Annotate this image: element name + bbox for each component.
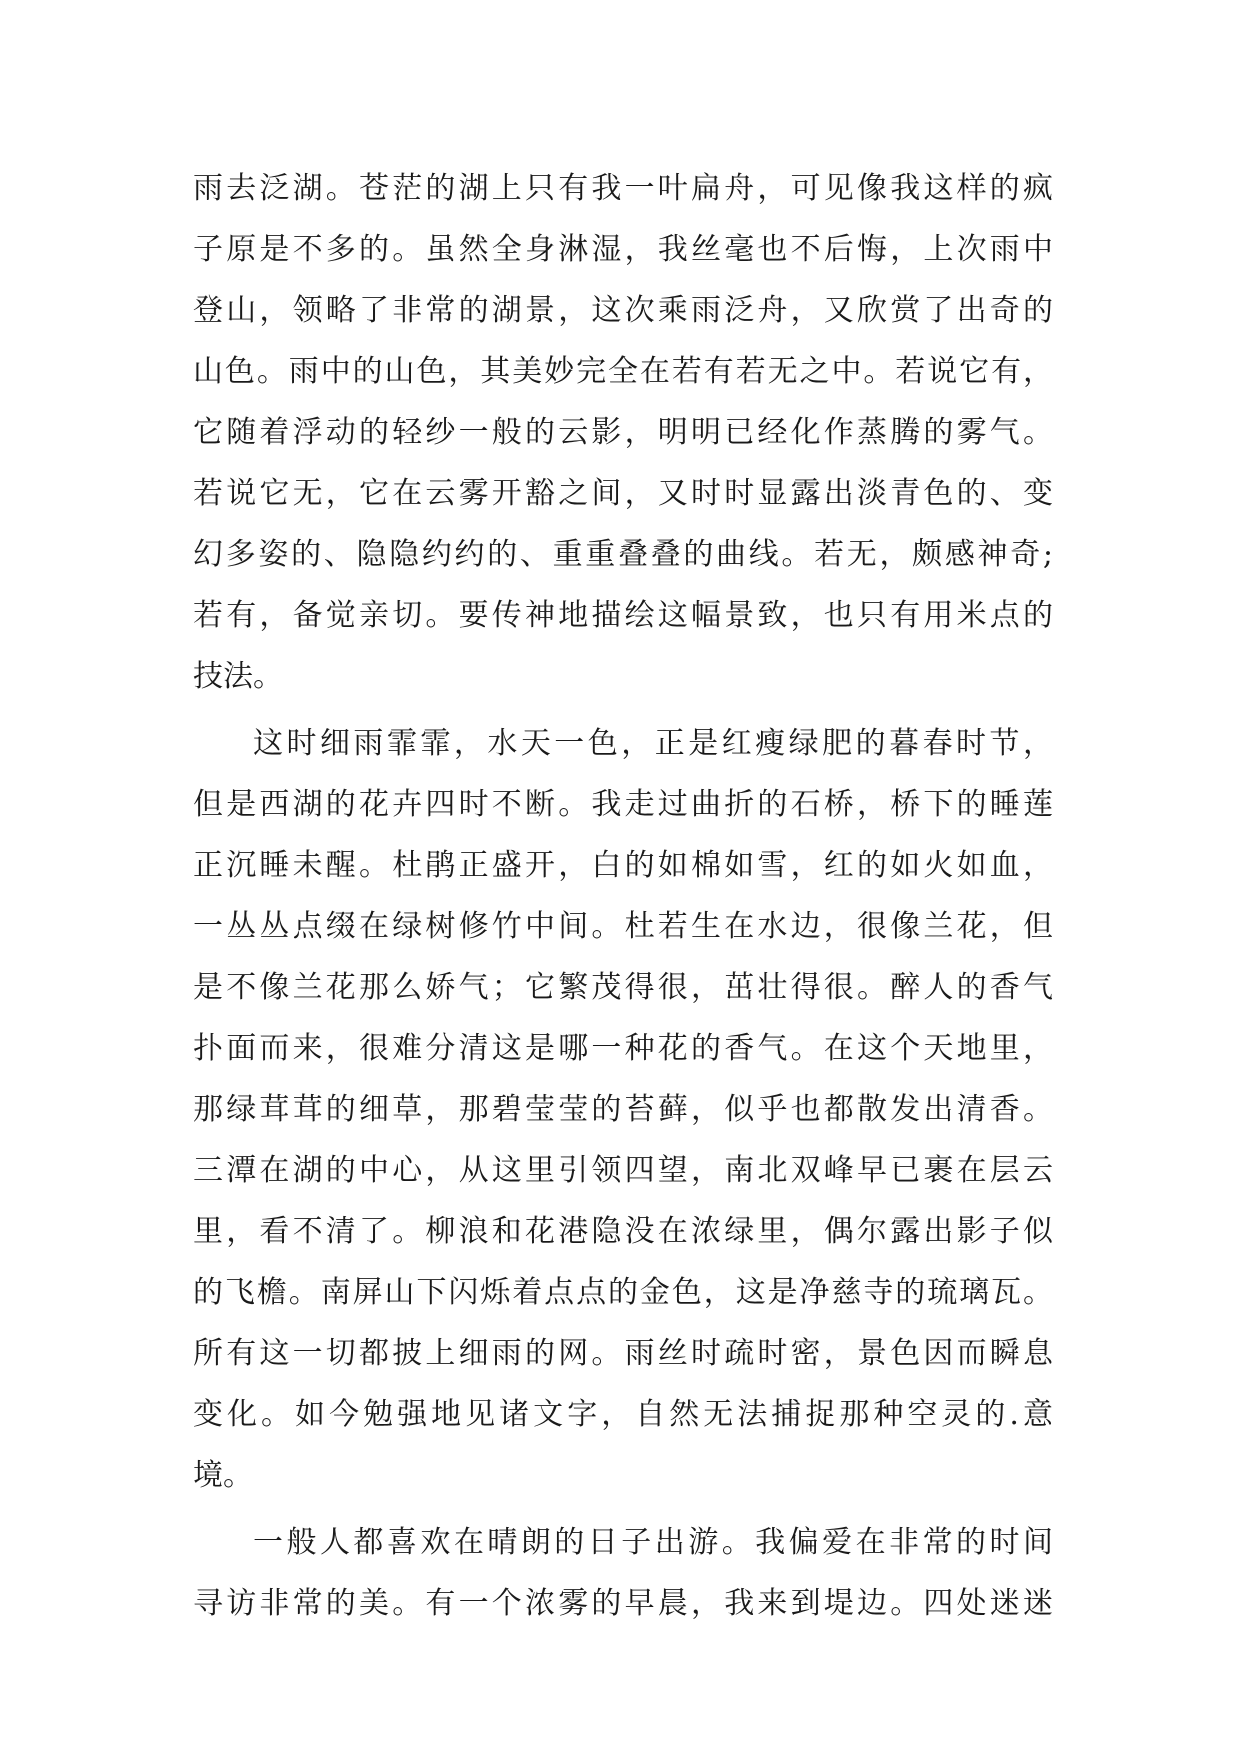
text-line: 的飞檐。南屏山下闪烁着点点的金色，这是净慈寺的琉璃瓦。	[193, 1275, 1053, 1310]
text-line: 三潭在湖的中心，从这里引领四望，南北双峰早已裹在层云	[193, 1153, 1053, 1188]
text-line: 境。	[193, 1458, 253, 1493]
paragraph	[193, 713, 1053, 1506]
text-line: 扑面而来，很难分清这是哪一种花的香气。在这个天地里，	[193, 1031, 1053, 1066]
text-line: 里，看不清了。柳浪和花港隐没在浓绿里，偶尔露出影子似	[193, 1214, 1053, 1249]
text-line: 一般人都喜欢在晴朗的日子出游。我偏爱在非常的时间	[253, 1525, 1053, 1560]
paragraph	[193, 1512, 1053, 1634]
text-line: 寻访非常的美。有一个浓雾的早晨，我来到堤边。四处迷迷	[193, 1586, 1053, 1621]
text-line: 那绿茸茸的细草，那碧莹莹的苔藓，似乎也都散发出清香。	[193, 1092, 1053, 1127]
text-line: 若说它无，它在云雾开豁之间，又时时显露出淡青色的、变	[193, 476, 1053, 511]
text-line: 子原是不多的。虽然全身淋湿，我丝毫也不后悔，上次雨中	[193, 232, 1053, 267]
body-text	[193, 158, 1053, 1634]
text-line: 所有这一切都披上细雨的网。雨丝时疏时密，景色因而瞬息	[193, 1336, 1053, 1371]
text-line: 但是西湖的花卉四时不断。我走过曲折的石桥，桥下的睡莲	[193, 787, 1053, 822]
paragraph	[193, 158, 1053, 707]
text-line: 正沉睡未醒。杜鹃正盛开，白的如棉如雪，红的如火如血，	[193, 848, 1053, 883]
text-line: 这时细雨霏霏，水天一色，正是红瘦绿肥的暮春时节，	[253, 726, 1053, 761]
text-line: 幻多姿的、隐隐约约的、重重叠叠的曲线。若无，颇感神奇;	[193, 537, 1053, 572]
text-line: 变化。如今勉强地见诸文字，自然无法捕捉那种空灵的.意	[193, 1397, 1053, 1432]
text-line: 技法。	[193, 659, 283, 694]
text-line: 是不像兰花那么娇气；它繁茂得很，茁壮得很。醉人的香气	[193, 970, 1053, 1005]
text-line: 若有，备觉亲切。要传神地描绘这幅景致，也只有用米点的	[193, 598, 1053, 633]
text-line: 它随着浮动的轻纱一般的云影，明明已经化作蒸腾的雾气。	[193, 415, 1053, 450]
text-line: 雨去泛湖。苍茫的湖上只有我一叶扁舟，可见像我这样的疯	[193, 171, 1053, 206]
text-line: 一丛丛点缀在绿树修竹中间。杜若生在水边，很像兰花，但	[193, 909, 1053, 944]
text-line: 山色。雨中的山色，其美妙完全在若有若无之中。若说它有，	[193, 354, 1053, 389]
text-line: 登山，领略了非常的湖景，这次乘雨泛舟，又欣赏了出奇的	[193, 293, 1053, 328]
